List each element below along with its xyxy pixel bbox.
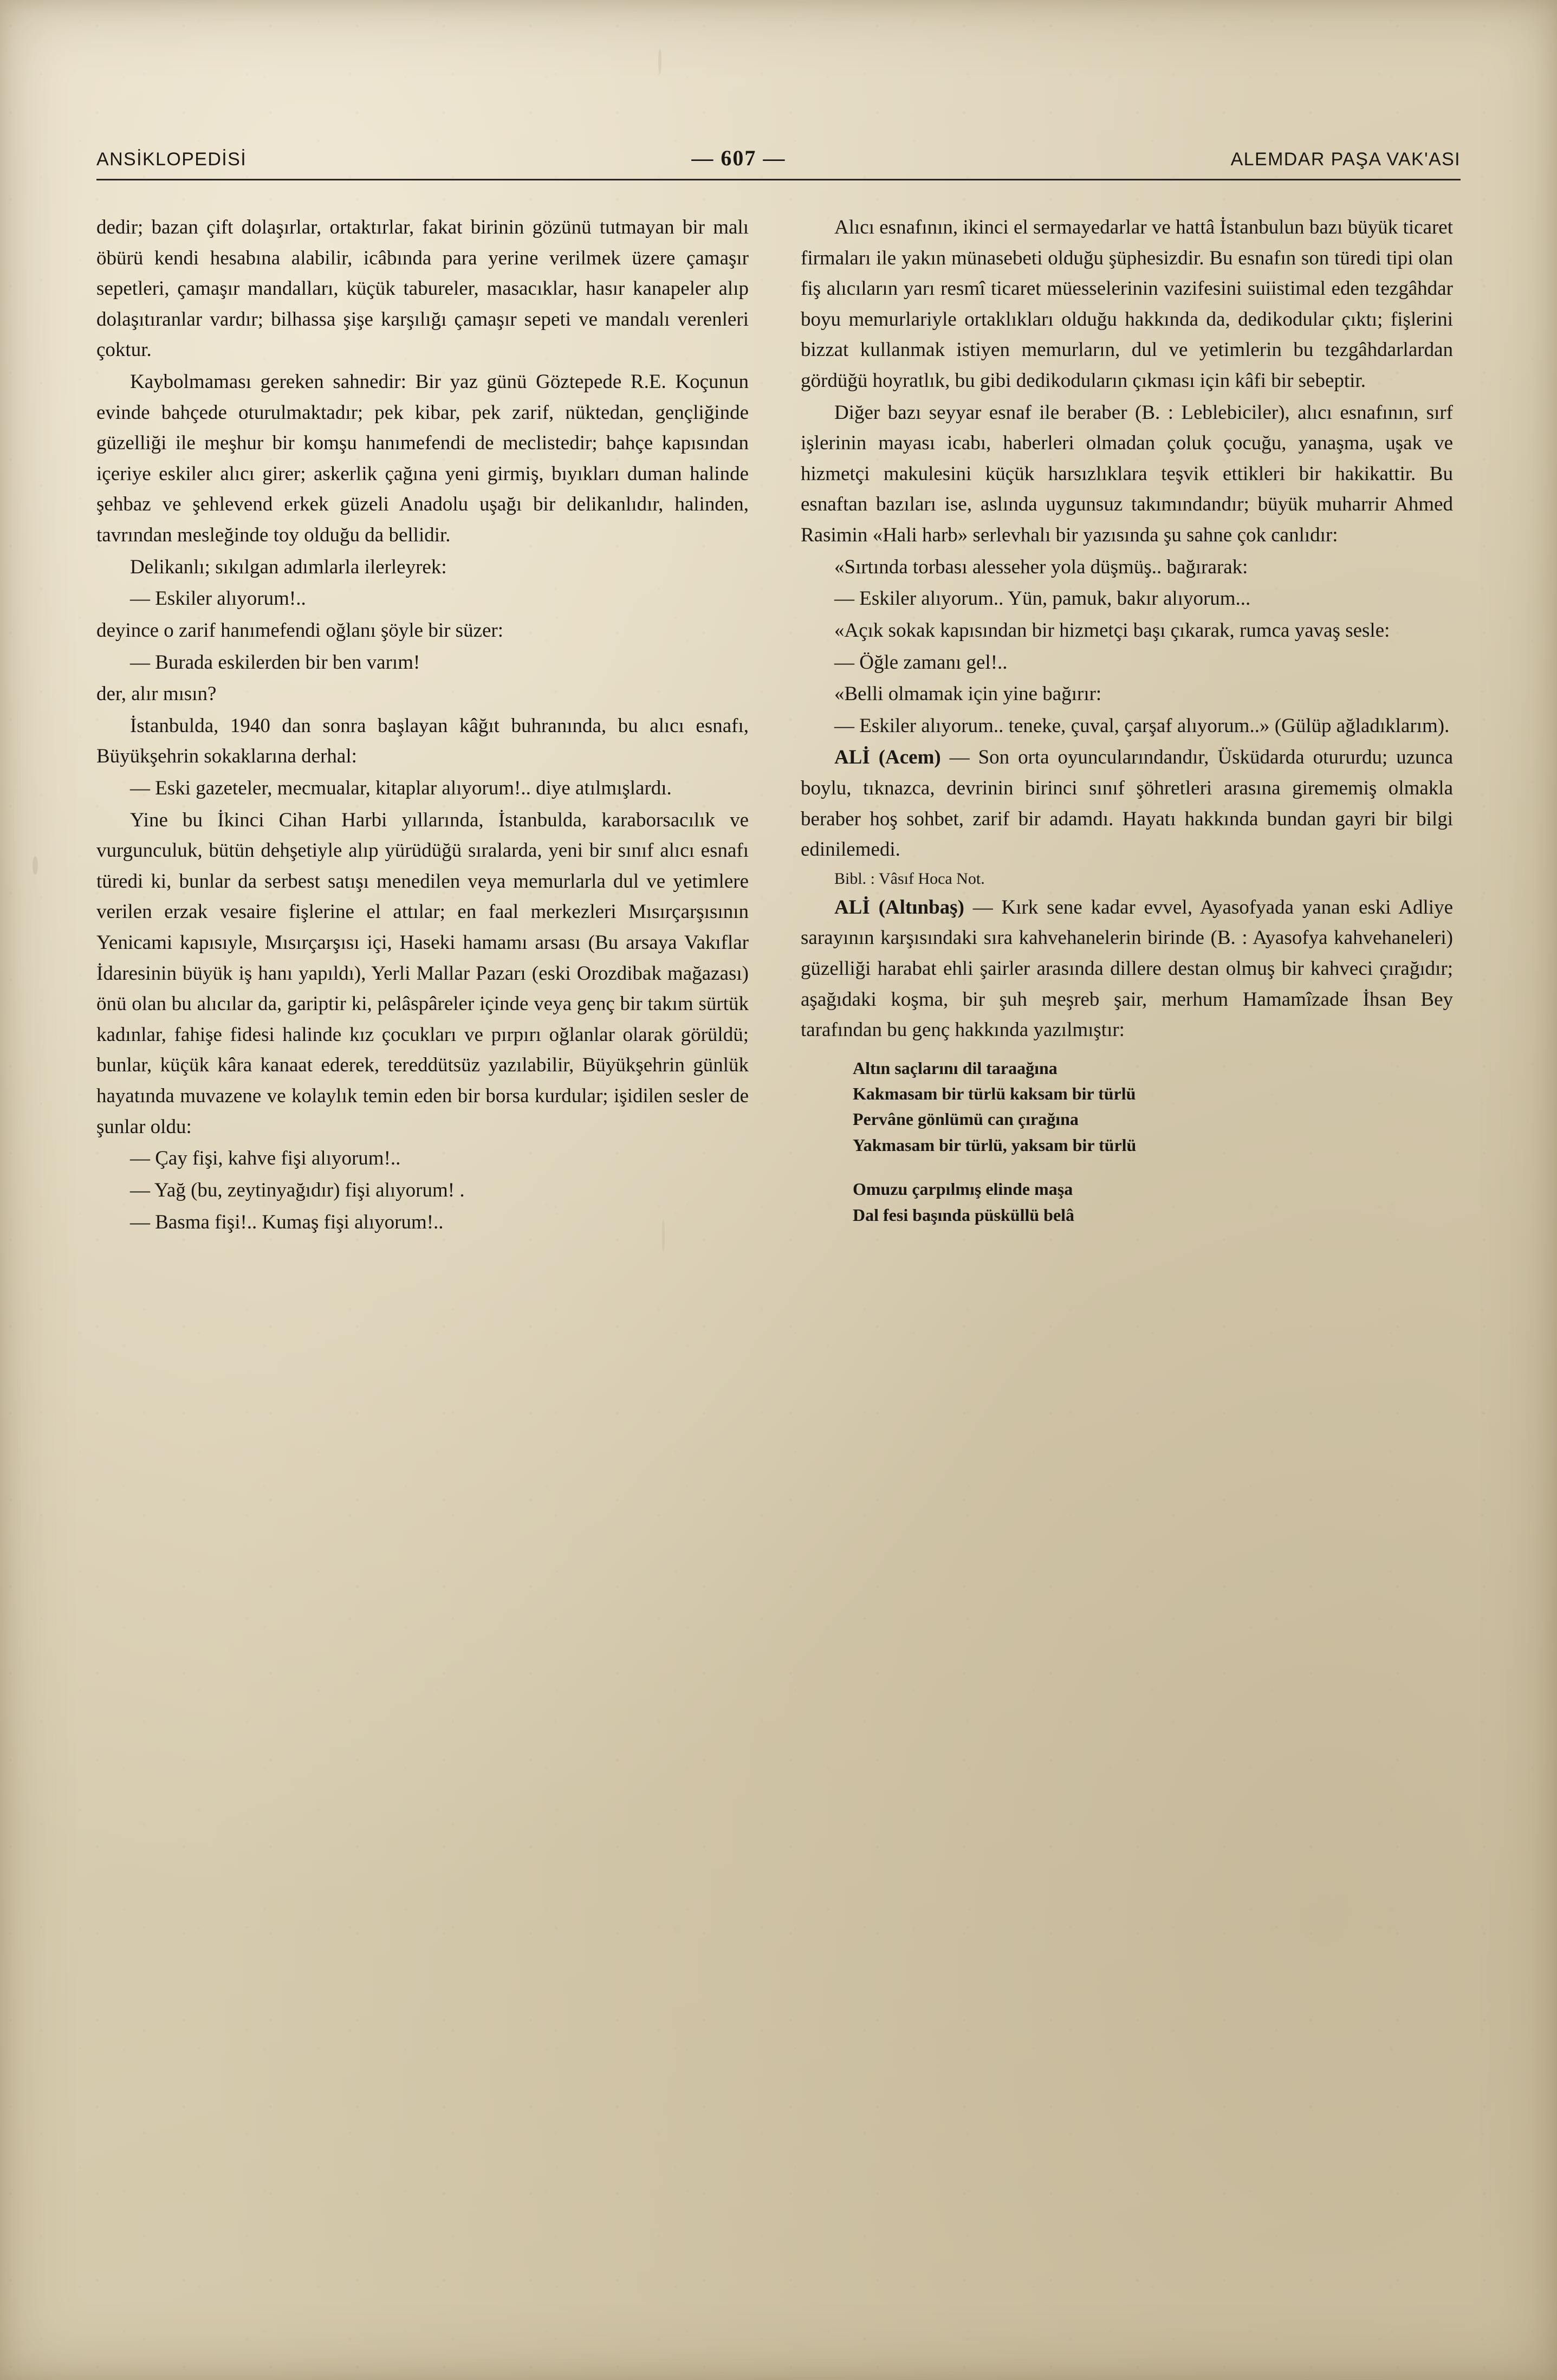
paragraph: dedir; bazan çift dolaşırlar, ortaktırlar, fakat birinin gözünü tutmayan bir malı öbürü kendi hesabına alabilir, icâbında para yerine verilmek üzere çamaşır sepetleri, çamaşır mandalları, küçük tabureler, masacıklar, hasır kanapeler alıp dolaşıtıranlar vardır; bilhassa şişe karşılığı çamaşır sepeti ve mandalı verenleri çoktur. <box>96 216 749 361</box>
verse-line: Dal fesi başında püsküllü belâ <box>853 1205 1075 1225</box>
paragraph: Alıcı esnafının, ikinci el sermayedarlar ve hattâ İstanbulun bazı büyük ticaret firmaları ile yakın münasebeti olduğu şüphesizdir. Bu esnafın son türedi tipi olan fiş alıcıların yarı resmî ticaret müesselerinin vazifesini suiistimal eden tezgâhdar boyu memurlariyle ortaklıkları olduğu hakkında da, dedikodular çıktı; fişlerini bizzat kullanmak istiyen memurların, dul ve yetimlerin bu tezgâhdarlardan gördüğü hoyratlık, bu gibi dedikoduların çıkması için kâfi bir sebeptir. <box>801 216 1453 392</box>
encyclopedia-entry <box>801 892 1453 1046</box>
verse-stanza <box>853 1176 1453 1228</box>
entry-dash: — <box>949 746 970 769</box>
verse-line: Yakmasam bir türlü, yaksam bir türlü <box>853 1135 1137 1155</box>
dialogue-line: — Yağ (bu, zeytinyağıdır) fişi alıyorum! . <box>130 1179 465 1201</box>
dialogue-line: — Eskiler alıyorum.. teneke, çuval, çarşaf alıyorum..» (Gülüp ağladıklarım). <box>834 714 1450 737</box>
scan-speck <box>658 49 661 74</box>
entry-dash: — <box>972 896 993 919</box>
paragraph: der, alır mısın? <box>96 683 217 706</box>
dialogue-line: — Çay fişi, kahve fişi alıyorum!.. <box>130 1147 401 1170</box>
paragraph: «Sırtında torbası alesseher yola düşmüş.. bağırarak: <box>834 555 1248 578</box>
entry-bibliography: Bibl. : Vâsıf Hoca Not. <box>834 869 985 888</box>
entry-body: Son orta oyuncularındandır, Üsküdarda otururdu; uzunca boylu, tıknazca, devrinin birinci sınıf şöhretleri arasına girememiş olmakla beraber hoş sohbet, zarif bir adamdı. Hayatı hakkında bundan gayri bir bilgi edinilemedi. <box>801 746 1454 861</box>
paragraph: «Belli olmamak için yine bağırır: <box>834 683 1102 706</box>
dialogue-line: — Eski gazeteler, mecmualar, kitaplar alıyorum!.. diye atılmışlardı. <box>130 777 672 799</box>
column-left <box>96 212 749 2304</box>
paragraph: Kaybolmaması gereken sahnedir: Bir yaz günü Göztepede R.E. Koçunun evinde bahçede oturulmaktadır; pek kibar, pek zarif, nüktedan, gençliğinde güzelliği ile meşhur bir komşu hanımefendi de meclistedir; bahçe kapısından içeriye eskiler alıcı girer; askerlik çağına yeni girmiş, bıyıkları duman halinde şehbaz ve şehlevend erkek güzeli Anadolu uşağı bir delikanlıdır, halinden, tavrından mesleğinde toy olduğu da bellidir. <box>96 371 749 547</box>
paragraph: Delikanlı; sıkılgan adımlarla ilerleyrek: <box>130 555 447 578</box>
paragraph: İstanbulda, 1940 dan sonra başlayan kâğıt buhranında, bu alıcı esnafı, Büyükşehrin sokaklarına derhal: <box>96 714 749 768</box>
verse-line: Omuzu çarpılmış elinde maşa <box>853 1179 1073 1199</box>
dialogue-line: — Basma fişi!.. Kumaş fişi alıyorum!.. <box>130 1211 444 1233</box>
entry-headword: ALİ (Acem) <box>834 746 941 769</box>
running-head-left: ANSİKLOPEDİSİ <box>96 149 247 170</box>
encyclopedia-entry <box>801 742 1453 865</box>
running-head <box>96 145 1461 174</box>
dialogue-line: — Öğle zamanı gel!.. <box>834 651 1008 674</box>
header-rule <box>96 179 1461 180</box>
paragraph: deyince o zarif hanımefendi oğlanı şöyle bir süzer: <box>96 619 504 642</box>
verse-line: Kakmasam bir türlü kaksam bir türlü <box>853 1084 1136 1104</box>
dialogue-line: — Eskiler alıyorum!.. <box>130 587 306 610</box>
paragraph: Diğer bazı seyyar esnaf ile beraber (B. : Leblebiciler), alıcı esnafının, sırf işlerinin mayası icabı, haberleri olmadan çoluk çocuğu, yanaşma, uşak ve hizmetçi makulesini küçük harsızlıklara teşvik ettikleri bir hakikattir. Bu esnaftan bazıları ise, aslında uygunsuz takımındandır; büyük muharrir Ahmed Rasimin «Hali harb» serlevhalı bir yazısında şu sahne çok canlıdır: <box>801 401 1453 547</box>
verse-line: Altın saçlarını dil taraağına <box>853 1058 1058 1078</box>
dialogue-line: — Eskiler alıyorum.. Yün, pamuk, bakır alıyorum... <box>834 587 1251 610</box>
paragraph: «Açık sokak kapısından bir hizmetçi başı çıkarak, rumca yavaş sesle: <box>834 619 1390 642</box>
entry-body: Kırk sene kadar evvel, Ayasofyada yanan eski Adliye sarayının karşısındaki sıra kahvehanelerin birinde (B. : Ayasofya kahvehaneleri) güzelliği harabat ehli şairler arasında dillere destan olmuş bir kahveci çırağıdır; aşağıdaki koşma, bir şuh meşreb şair, merhum Hamamîzade İhsan Bey tarafından bu genç hakkında yazılmıştır: <box>801 896 1453 1042</box>
dialogue-line: — Burada eskilerden bir ben varım! <box>130 651 420 674</box>
paragraph: Yine bu İkinci Cihan Harbi yıllarında, İstanbulda, karaborsacılık ve vurgunculuk, bütün dehşetiyle alıp yürüdüğü sıralarda, yeni bir sınıf alıcı esnafı türedi ki, bunlar da serbest satışı menedilen veya memurlarla dul ve yetimlere verilen erzak vesaire fişlerine el attılar; en faal merkezleri Mısırçarşısının Yenicami kapısıyle, Mısırçarşısı içi, Haseki hamamı arsası (Bu arsaya Vakıflar İdaresinin büyük iş hanı yapıldı), Yerli Mallar Pazarı (eski Orozdibak mağazası) önü olan bu alıcılar da, gariptir ki, pelâspâreler içinde veya genç bir takım sürtük kadınlar, fahişe fidesi halinde kız çocukları ve pırpırı oğlanlar olarak görüldü; bunlar, küçük kâra kanaat ederek, tereddütsüz yazılabilir, Büyükşehrin günlük hayatında muvazene ve kolaylık temin eden bir borsa kurdular; işidilen sesler de şunlar oldu: <box>96 809 749 1138</box>
scan-speck <box>33 856 38 875</box>
page-folio: — 607 — <box>691 146 786 170</box>
verse-stanza <box>853 1056 1453 1158</box>
entry-headword: ALİ (Altınbaş) <box>834 896 964 919</box>
running-head-right: ALEMDAR PAŞA VAK'ASI <box>1230 149 1461 170</box>
verse-line: Pervâne gönlümü can çırağına <box>853 1109 1079 1129</box>
column-right <box>801 212 1453 2304</box>
verse-block <box>853 1056 1453 1228</box>
body-columns <box>96 212 1461 2304</box>
